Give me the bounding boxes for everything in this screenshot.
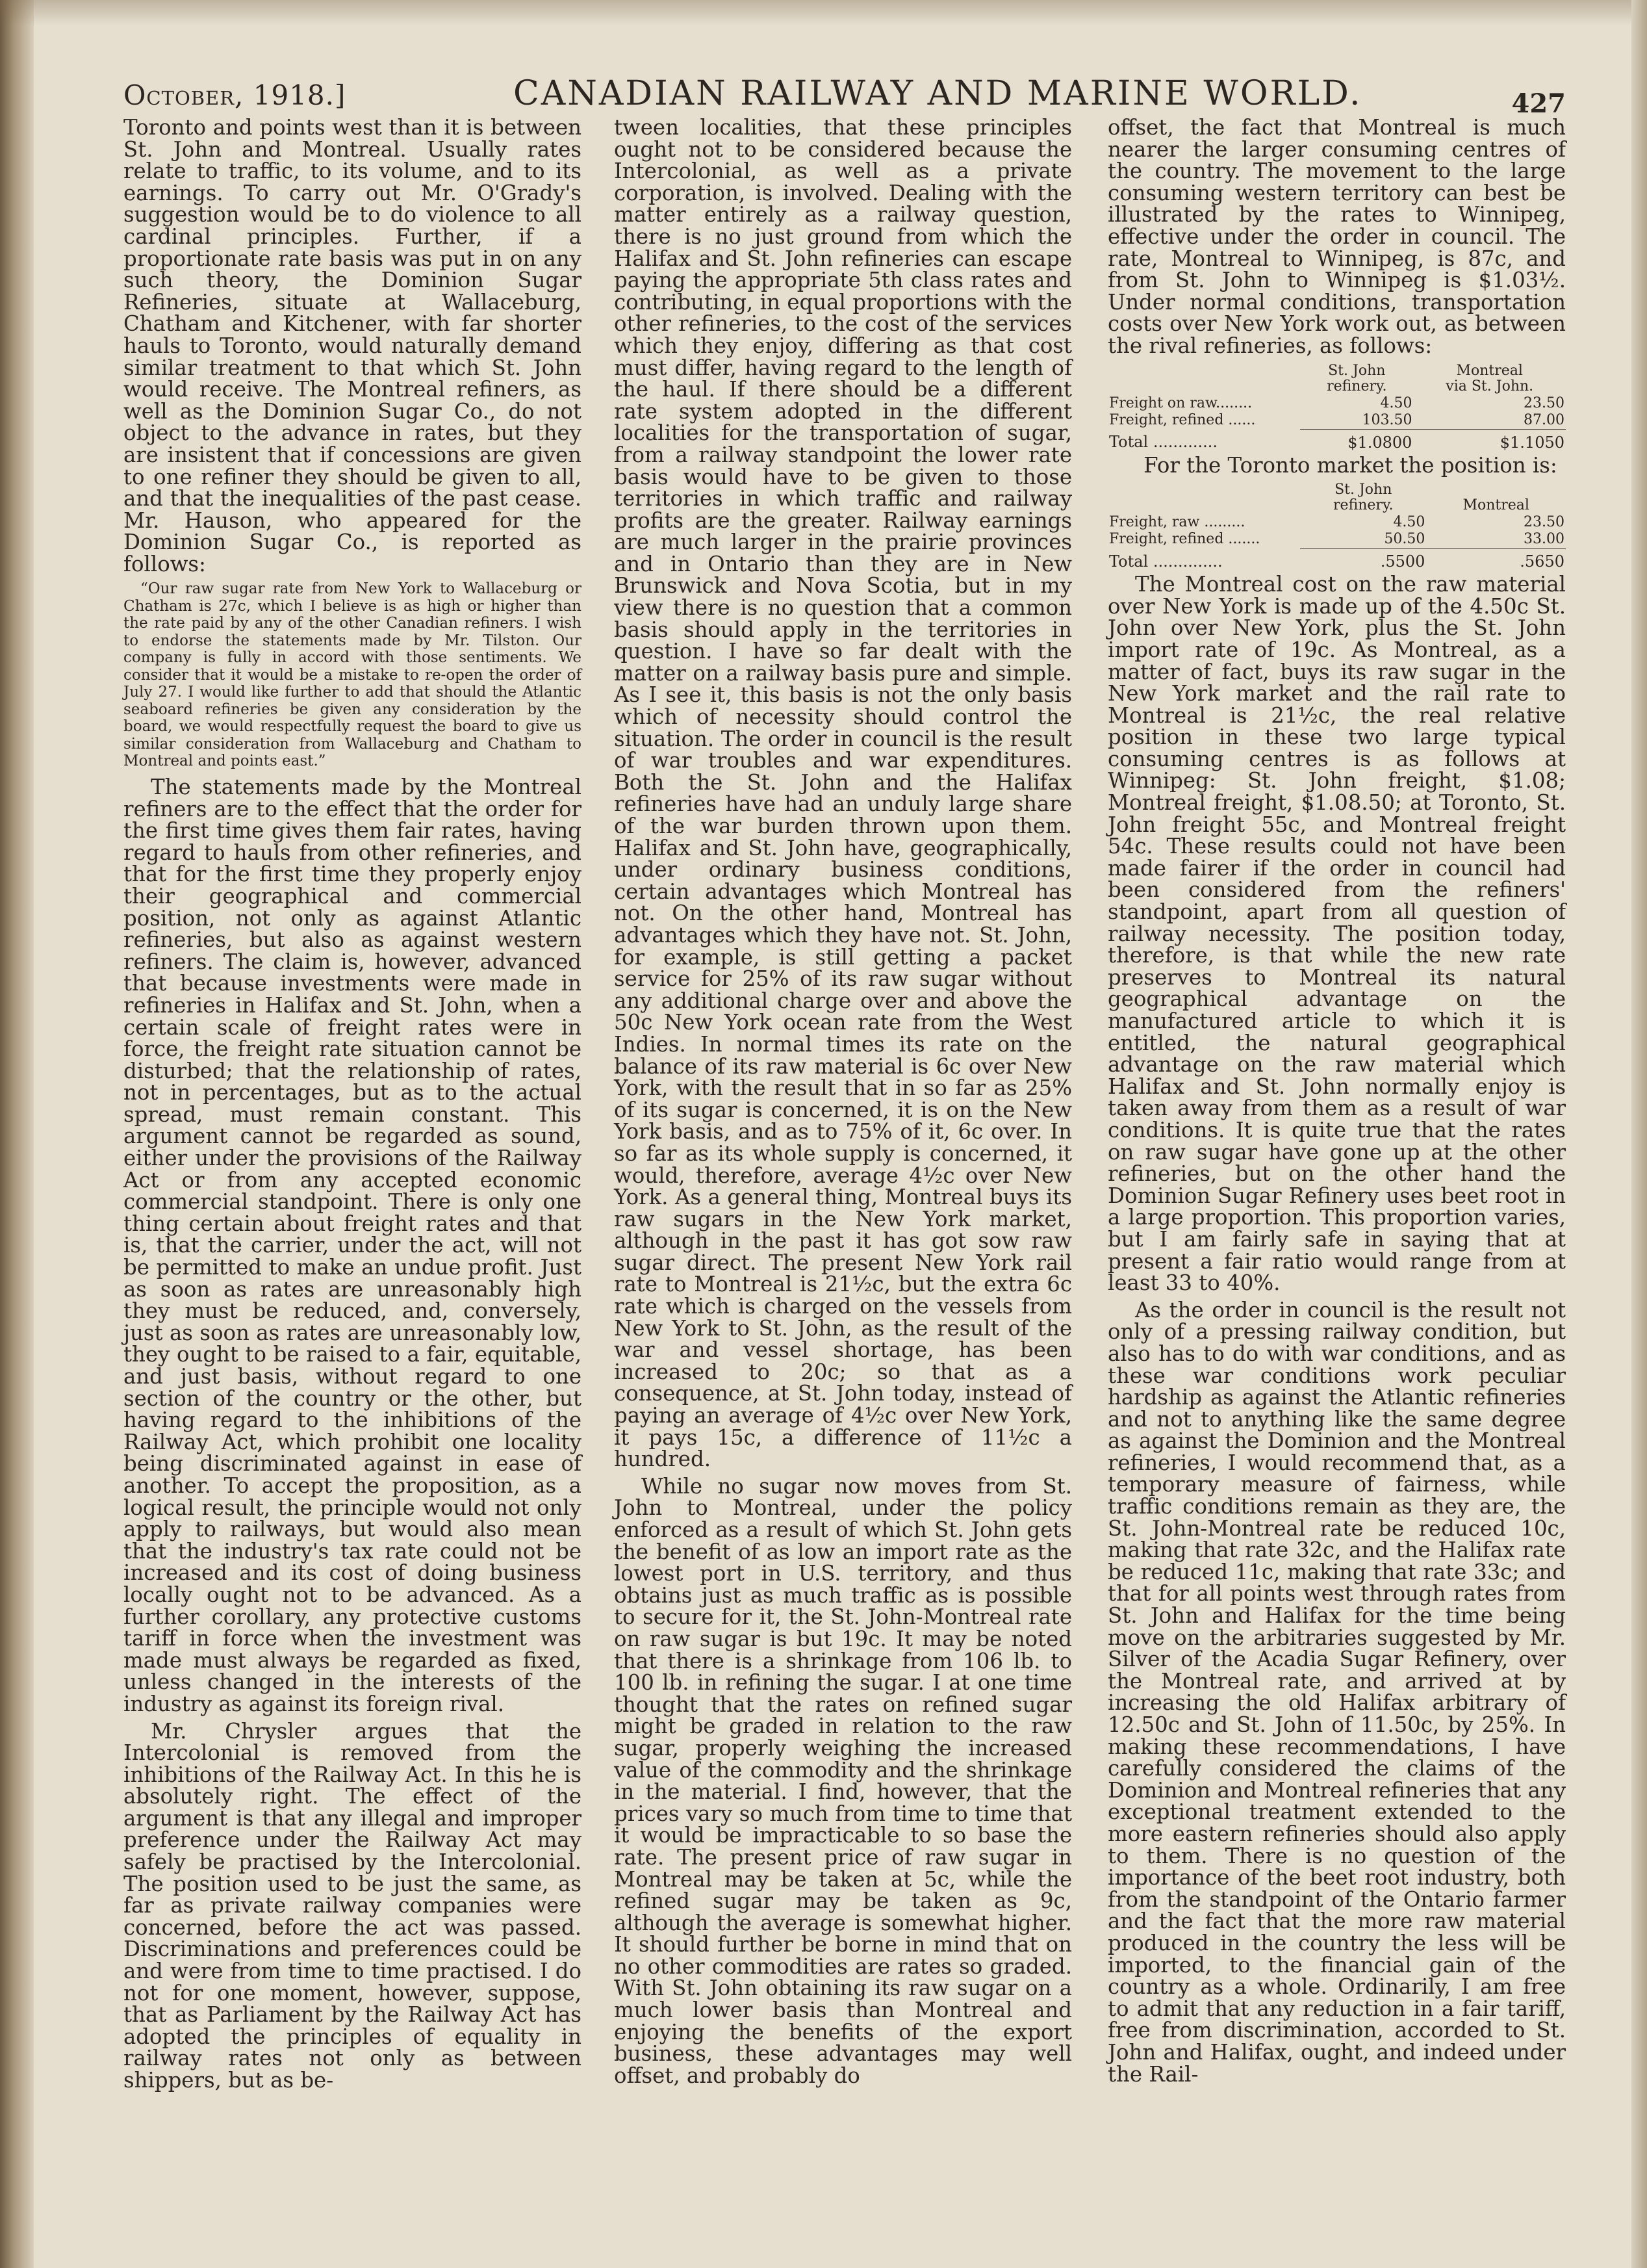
row-label: Freight, refined ...... <box>1109 411 1256 428</box>
cell-value: 103.50 <box>1362 411 1412 428</box>
col3-paragraph-3: As the order in council is the result not only of a pressing railway condition, but also has to do with war conditions, and as these war conditions work peculiar hardship as against the Atlantic refineries and not to anything like the same degree as against the Dominion and the Montreal refineries, I would recommend that, as a temporary measure of fairness, while traffic conditions remain as they are, the St. John-Montreal rate be reduced 10c, making that rate 32c, and the Halifax rate be reduced 11c, making that rate 33c; and that for all points west through rates from St. John and Halifax for the time being move on the arbitraries suggested by Mr. Silver of the Acadia Sugar Refinery, over the Montreal rate, and arrived at by increasing the old Halifax arbitrary of 12.50c and St. John of 11.50c, by 25%. In making these recommendations, I have carefully considered the claims of the Dominion and Montreal refineries that any exceptional treatment extended to the more eastern refineries should also apply to them. There is no question of the importance of the beet root industry, both from the standpoint of the Ontario farmer and the fact that the more raw material produced in the country the less will be imported, to the financial gain of the country as a whole. Ordinarily, I am free to admit that any reduction in a fair tariff, free from discrimination, accorded to St. John and Halifax, ought, and indeed under the Rail- <box>1108 1297 1566 2087</box>
book-spine-shadow <box>0 0 34 2268</box>
column-3 <box>1108 117 1566 2091</box>
page-number: 427 <box>1511 88 1566 119</box>
col2-paragraph-1: tween localities, that these principles ought not to be considered because the Intercolonial, as well as a private corporation, is involved. Dealing with the matter entirely as a railway question, there is no just ground from which the Halifax and St. John refineries can escape paying the appropriate 5th class rates and contributing, in equal proportions with the other refineries, to the cost of the services which they enjoy, differing as that cost must differ, having regard to the length of the haul. If there should be a different rate system adopted in the different localities for the transportation of sugar, from a railway standpoint the lower rate basis would have to be given to those territories in which traffic and railway profits are the greater. Railway earnings are much larger in the prairie provinces and in Ontario than they are in New Brunswick and Nova Scotia, but in my view there is no question that a common basis should apply in the territories in question. I have so far dealt with the matter on a railway basis pure and simple. As I see it, this basis is not the only basis which of necessity should control the situation. The order in council is the result of war troubles and war expenditures. Both the St. John and the Halifax refineries have had an unduly large share of the war burden thrown upon them. Halifax and St. John have, geographically, under ordinary business conditions, certain advantages which Montreal has not. On the other hand, Montreal has advantages which they have not. St. John, for example, is still getting a packet service for 25% of its raw sugar without any additional charge over and above the 50c New York ocean rate from the West Indies. In normal times its rate on the balance of its raw material is 6c over New York, with the result that in so far as 25% of its sugar is concerned, it is on the New York basis, and as to 75% of it, 6c over. In so far as its whole supply is concerned, it would, therefore, average 4½c over New York. As a general thing, Montreal buys its raw sugars in the New York market, although in the past it has got sow raw sugar direct. The present New York rail rate to Montreal is 21½c, but the extra 6c rate which is charged on the vessels from New York to St. John, as the result of the war and vessel shortage, has been increased to 20c; so that as a consequence, at St. John today, instead of paying an average of 4½c over New York, it pays 15c, a difference of 11½c a hundred. <box>614 115 1072 1472</box>
col3-paragraph-1: offset, the fact that Montreal is much nearer the larger consuming centres of the country. The movement to the large consuming western territory can best be illustrated by the rates to Winnipeg, effective under the order in council. The rate, Montreal to Winnipeg, is 87c, and from St. John to Winnipeg is $1.03½. Under normal conditions, transportation costs over New York work out, as between the rival refineries, as follows: <box>1108 115 1566 358</box>
row-label: Total .............. <box>1109 552 1223 571</box>
column-header: St. John refinery. <box>1327 362 1387 394</box>
table-row <box>1108 395 1566 412</box>
table-total-row <box>1108 429 1566 451</box>
top-edge-shadow <box>0 0 1647 26</box>
issue-date: October, 1918.] <box>123 79 346 111</box>
column-1 <box>123 117 581 2097</box>
column-2 <box>614 117 1072 2092</box>
col1-paragraph-2: The statements made by the Montreal refiners are to the effect that the order for the first time gives them fair rates, having regard to hauls from other refineries, and that for the first time they properly enjoy their geographical and commercial position, not only as against Atlantic refineries, but also as against western refiners. The claim is, however, advanced that because investments were made in refineries in Halifax and St. John, when a certain scale of freight rates were in force, the freight rate situation cannot be disturbed; that the relationship of rates, not in percentages, but as to the actual spread, must remain constant. This argument cannot be regarded as sound, either under the provisions of the Railway Act or from any accepted economic commercial standpoint. There is only one thing certain about freight rates and that is, that the carrier, under the act, will not be permitted to make an undue profit. Just as soon as rates are unreasonably high they must be reduced, and, conversely, just as soon as rates are unreasonably low, they ought to be raised to a fair, equitable, and just basis, without regard to one section of the country or the other, but having regard to the inhibitions of the Railway Act, which prohibit one locality being discriminated against in ease of another. To accept the proposition, as a logical result, the principle would not only apply to railways, but would also mean that the industry's tax rate could not be increased and its cost of doing business locally ought not to be advanced. As a further corollary, any protective customs tariff in force when the investment was made must always be regarded as fixed, unless changed in the interests of the industry as against its foreign rival. <box>123 774 581 1716</box>
row-label: Total ............. <box>1109 433 1218 452</box>
journal-page <box>91 45 1579 2236</box>
table-row <box>1108 412 1566 430</box>
row-label: Freight, refined ....... <box>1109 531 1260 548</box>
col3-paragraph-2: The Montreal cost on the raw material over New York is made up of the 4.50c St. John over New York, plus the St. John import rate of 19c. As Montreal, as a matter of fact, buys its raw sugar in the New York market and the rail rate to Montreal is 21½c, the real relative position in these two large typical consuming centres is as follows at Winnipeg: St. John freight, $1.08; Montreal freight, $1.08.50; at Toronto, St. John freight 55c, and Montreal freight 54c. These results could not have been made fairer if the order in council had been considered from the refiners' standpoint, apart from all question of railway necessity. The position today, therefore, is that while the new rate preserves to Montreal its natural geographical advantage on the manufactured article to which it is entitled, the natural geographical advantage on the raw material which Halifax and St. John normally enjoy is taken away from them as a result of war conditions. It is quite true that the rates on raw sugar have gone up at the other refineries, but on the other hand the Dominion Sugar Refinery uses beet root in a large proportion. This proportion varies, but I am fairly safe in saying that at present a fair ratio would range from at least 33 to 40%. <box>1108 572 1566 1296</box>
row-label: Freight on raw........ <box>1109 394 1253 411</box>
table-row <box>1108 514 1566 531</box>
row-label: Freight, raw ......... <box>1109 514 1245 531</box>
column-header: Montreal <box>1462 497 1529 514</box>
winnipeg-rate-table <box>1108 363 1566 451</box>
cell-value: 33.00 <box>1524 531 1564 548</box>
table-header-row <box>1108 482 1566 514</box>
column-header: St. John refinery. <box>1333 482 1394 514</box>
table-row <box>1108 531 1566 548</box>
column-header: Montreal via St. John. <box>1446 362 1534 394</box>
cell-value: $1.1050 <box>1413 429 1566 451</box>
cell-value: $1.0800 <box>1300 429 1413 451</box>
cell-value: 4.50 <box>1380 394 1412 411</box>
col1-paragraph-3: Mr. Chrysler argues that the Intercolonial is removed from the inhibitions of the Railway Act. In this he is absolutely right. The effect of the argument is that any illegal and improper preference under the Railway Act may safely be practised by the Intercolonial. The position used to be just the same, as far as private railway companies were concerned, before the act was passed. Discriminations and preferences could be and were from time to time practised. I do not for one moment, however, suppose, that as Parliament by the Railway Act has adopted the principles of equality in railway rates not only as between shippers, but as be- <box>123 1718 581 2093</box>
page-right-edge <box>1631 0 1647 2268</box>
col1-paragraph-1: Toronto and points west than it is between St. John and Montreal. Usually rates relate to traffic, to its volume, and to its earnings. To carry out Mr. O'Grady's suggestion would be to do violence to all cardinal principles. Further, if a proportionate rate basis was put in on any such theory, the Dominion Sugar Refineries, situate at Wallaceburg, Chatham and Kitchener, with far shorter hauls to Toronto, would naturally demand similar treatment to that which St. John would receive. The Montreal refiners, as well as the Dominion Sugar Co., do not object to the advance in rates, but they are insistent that if concessions are given to one refiner they should be given to all, and that the inequalities of the past cease. Mr. Hauson, who appeared for the Dominion Sugar Co., is reported as follows: <box>123 115 581 576</box>
cell-value: .5500 <box>1300 548 1426 571</box>
cell-value: 23.50 <box>1524 514 1564 531</box>
cell-value: .5650 <box>1426 548 1566 571</box>
toronto-rate-table <box>1108 482 1566 570</box>
toronto-subheading: For the Toronto market the position is: <box>1143 452 1557 478</box>
table-header-row <box>1108 363 1566 395</box>
cell-value: 23.50 <box>1524 394 1564 411</box>
cell-value: 87.00 <box>1524 411 1564 428</box>
journal-title: CANADIAN RAILWAY AND MARINE WORLD. <box>513 74 1362 113</box>
cell-value: 50.50 <box>1384 531 1425 548</box>
col2-paragraph-2: While no sugar now moves from St. John to Montreal, under the policy enforced as a result of which St. John gets the benefit of as low an import rate as the lowest port in U.S. territory, and thus obtains just as much traffic as is possible to secure for it, the St. John-Montreal rate on raw sugar is but 19c. It may be noted that there is a shrinkage from 106 lb. to 100 lb. in refining the sugar. I at one time thought that the rates on refined sugar might be graded in relation to the raw sugar, properly weighing the increased value of the commodity and the shrinkage in the material. I find, however, that the prices vary so much from time to time that it would be impracticable to so base the rate. The present price of raw sugar in Montreal may be taken at 5c, while the refined sugar may be taken as 9c, although the average is somewhat higher. It should further be borne in mind that on no other commodities are rates so graded. With St. John obtaining its raw sugar on a much lower basis than Montreal and enjoying the benefits of the export business, these advantages may well offset, and probably do <box>614 1473 1072 2088</box>
table-total-row <box>1108 548 1566 571</box>
cell-value: 4.50 <box>1393 514 1425 531</box>
col1-quotation: “Our raw sugar rate from New York to Wallaceburg or Chatham is 27c, which I believe is as high or higher than the rate paid by any of the other Canadian refiners. I wish to endorse the statements made by Mr. Tilston. Our company is fully in accord with those sentiments. We consider that it would be a mistake to re-open the order of July 27. I would like further to add that should the Atlantic seaboard refineries be given any consideration by the board, we would respectfully request the board to give us similar consideration from Wallaceburg and Chatham to Montreal and points east.” <box>123 580 581 770</box>
